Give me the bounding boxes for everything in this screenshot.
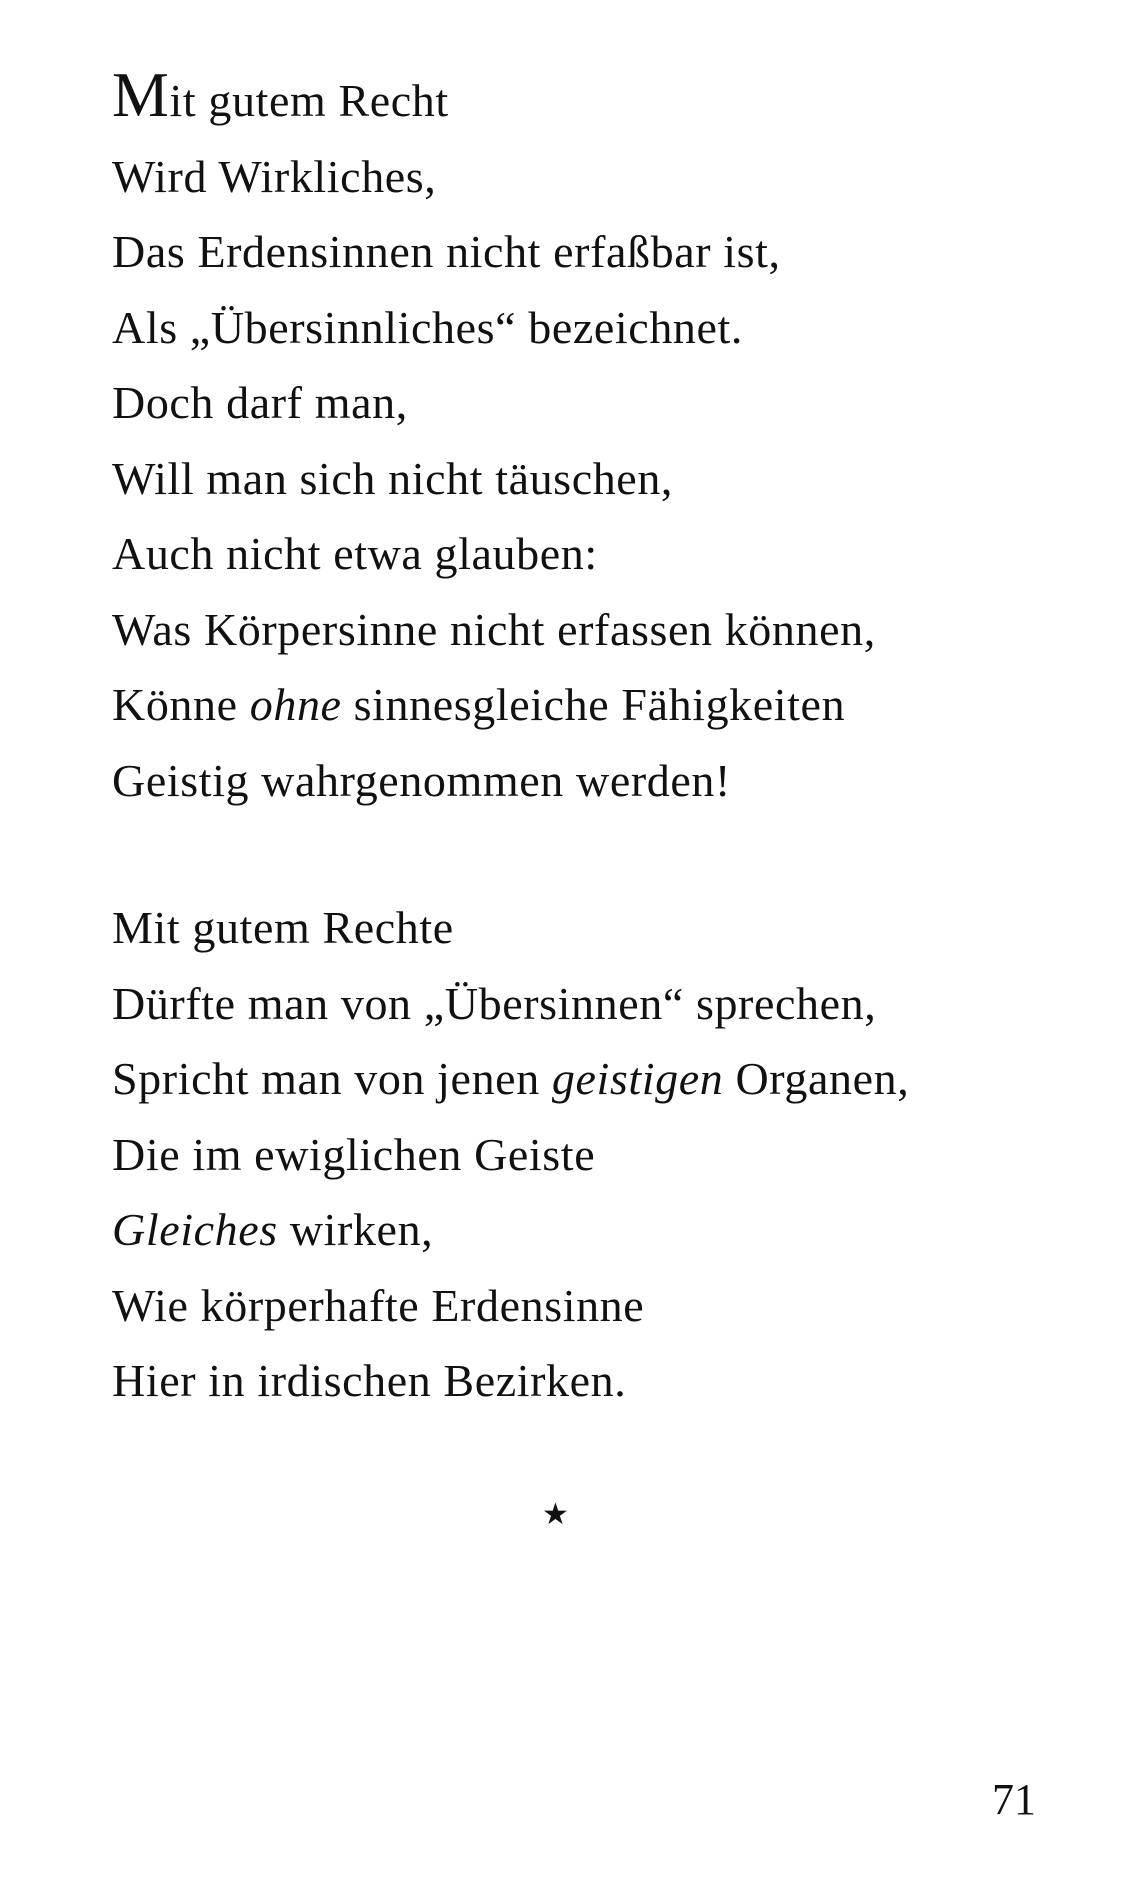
poem-line: Das Erdensinnen nicht erfaßbar ist,: [112, 226, 781, 277]
poem-line: Wie körperhafte Erdensinne: [112, 1279, 645, 1331]
poem-line: Was Körpersinne nicht erfassen können,: [112, 603, 876, 655]
poem-line: Will man sich nicht täuschen,: [112, 452, 674, 504]
poem-line: Mit gutem Rechte: [112, 902, 454, 953]
poem-line-text: sinnesgleiche Fähigkeiten: [341, 679, 846, 730]
poem-line: Hier in irdischen Bezirken.: [112, 1355, 627, 1406]
emphasized-word: geistigen: [551, 1053, 724, 1104]
poem-line-text: Könne: [112, 679, 250, 730]
poem-line-text: it gutem Recht: [169, 75, 449, 126]
poem-line: Auch nicht etwa glauben:: [112, 528, 598, 579]
poem-line: Wird Wirkliches,: [112, 150, 437, 202]
poem-line-text: wirken,: [277, 1204, 434, 1255]
poem-line: [112, 1192, 909, 1268]
emphasized-word: Gleiches: [112, 1204, 278, 1255]
poem-line: Doch darf man,: [112, 377, 408, 428]
stanza-1: [112, 59, 876, 818]
stanza-2: [112, 890, 909, 1419]
poem-line-text: Spricht man von jenen: [112, 1053, 552, 1104]
poem-line: Als „Übersinnliches“ bezeichnet.: [112, 301, 744, 353]
poem-line-text: Organen,: [723, 1053, 910, 1104]
emphasized-word: ohne: [249, 679, 342, 730]
poem-line: [112, 1041, 909, 1117]
poem-line: Dürfte man von „Übersinnen“ sprechen,: [112, 977, 877, 1029]
poem-line: [112, 59, 876, 139]
star-ornament: ★: [542, 1498, 569, 1531]
poem-line: Geistig wahrgenommen werden!: [112, 754, 731, 806]
poem-line: [112, 667, 876, 743]
poem-line: Die im ewiglichen Geiste: [112, 1128, 596, 1180]
drop-cap: M: [112, 59, 170, 130]
page-number: 71: [992, 1775, 1036, 1824]
